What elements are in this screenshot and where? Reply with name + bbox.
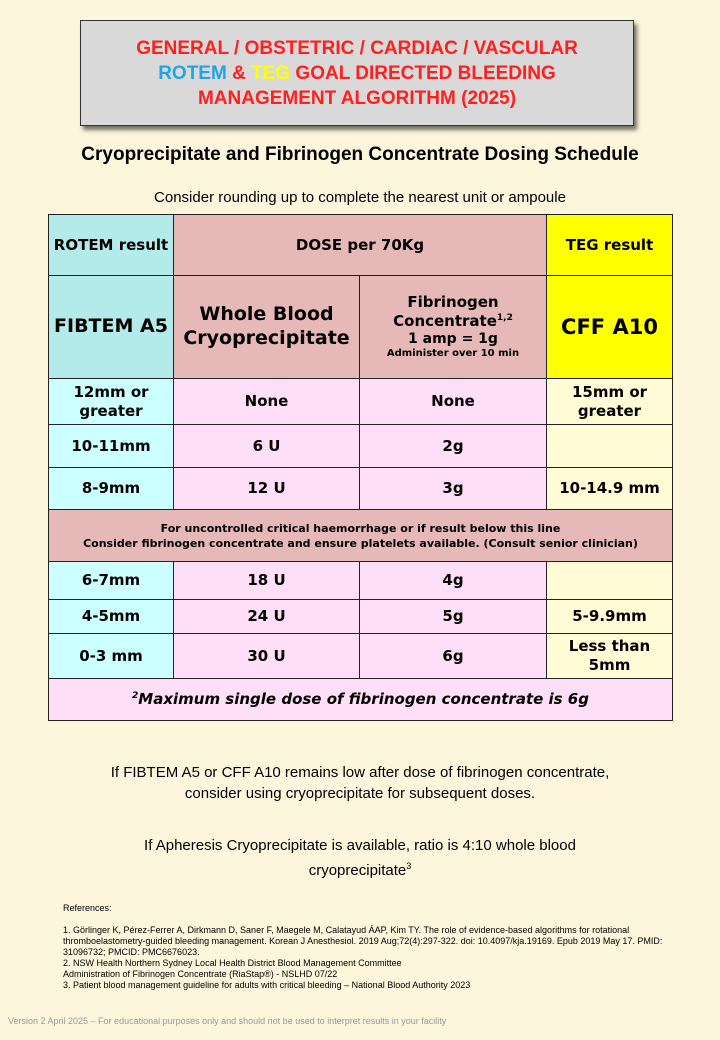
- warning-row: [49, 510, 673, 562]
- teg-cell: [547, 425, 673, 468]
- table-header-row: [49, 215, 673, 276]
- cryo-cell: 18 U: [174, 562, 360, 600]
- rotem-value-2: greater: [79, 401, 143, 420]
- rounding-note: Consider rounding up to complete the nearest unit or ampoule: [154, 189, 566, 206]
- header-rotem-result: ROTEM result: [49, 215, 174, 276]
- cryo-cell: 30 U: [174, 634, 360, 679]
- header-fibtem: FIBTEM A5: [49, 276, 174, 379]
- reference-2-line-2: Administration of Fibrinogen Concentrate (RiaStap®) - NSLHD 07/22: [63, 969, 338, 979]
- apheresis-line-1: If Apheresis Cryoprecipitate is available, ratio is 4:10 whole blood: [144, 837, 576, 854]
- title-line-2-rest: GOAL DIRECTED BLEEDING: [290, 62, 556, 84]
- rotem-cell: 0-3 mm: [49, 634, 174, 679]
- reference-3: 3. Patient blood management guideline for adults with critical bleeding – National Blood Authority 2023: [63, 980, 471, 990]
- fib-cell: 3g: [360, 468, 547, 510]
- table-subheader-row: [49, 276, 673, 379]
- apheresis-paragraph: [60, 835, 660, 881]
- cryo-cell: 6 U: [174, 425, 360, 468]
- table-row: [49, 379, 673, 425]
- rotem-value: 12mm or: [73, 382, 149, 401]
- fc-superscript: 1,2: [496, 313, 513, 323]
- teg-value: 15mm or: [571, 382, 648, 401]
- reference-1: 1. Görlinger K, Pérez-Ferrer A, Dirkmann D, Saner F, Maegele M, Calatayud ÁAP, Kim TY. The role of evidence-based algorithms for rotational thromboelastometry-guided bleeding management. Korean J Anesthesiol. 2019 Aug;72(4):297-322. doi: 10.4097/kja.19169. Epub 2019 May 17. PMID: 31096732; PMCID: PMC6676023.: [63, 925, 663, 957]
- apheresis-superscript: 3: [406, 861, 412, 871]
- teg-cell: [547, 379, 673, 425]
- cryo-cell: None: [174, 379, 360, 425]
- fib-cell: 4g: [360, 562, 547, 600]
- rotem-cell: 4-5mm: [49, 600, 174, 634]
- critical-warning: [49, 510, 673, 562]
- rotem-cell: [49, 468, 174, 510]
- rotem-cell: [49, 379, 174, 425]
- page-subtitle: Cryoprecipitate and Fibrinogen Concentrate Dosing Schedule: [81, 144, 639, 165]
- cryo-cell: 12 U: [174, 468, 360, 510]
- dosing-table: [48, 214, 673, 721]
- teg-value-2: 5mm: [588, 656, 631, 674]
- cryo-cell: 24 U: [174, 600, 360, 634]
- apheresis-line-2: [60, 856, 660, 881]
- table-row: [49, 634, 673, 679]
- fib-cell: 2g: [360, 425, 547, 468]
- warning-line-1: For uncontrolled critical haemorrhage or if result below this line: [160, 521, 561, 535]
- table-row: [49, 425, 673, 468]
- title-line-3: MANAGEMENT ALGORITHM (2025): [197, 87, 517, 109]
- fc-line-1: Fibrinogen: [407, 293, 499, 312]
- header-cff: CFF A10: [547, 276, 673, 379]
- max-dose-text: Maximum single dose of fibrinogen concentrate is 6g: [138, 690, 589, 709]
- fib-cell: 5g: [360, 600, 547, 634]
- title-rotem: ROTEM: [158, 62, 227, 84]
- title-box: [80, 20, 634, 126]
- fc-line-2-text: Concentrate: [393, 312, 497, 330]
- teg-value: Less than: [568, 637, 651, 656]
- teg-cell: 10-14.9 mm: [547, 468, 673, 510]
- teg-cell: [547, 562, 673, 600]
- teg-cell: [547, 634, 673, 679]
- title-line-2: [158, 61, 556, 86]
- references-heading: References:: [63, 903, 112, 913]
- table-row: [49, 468, 673, 510]
- fib-cell: None: [360, 379, 547, 425]
- wbc-line-1: Whole Blood: [199, 303, 334, 326]
- title-line-1: GENERAL / OBSTETRIC / CARDIAC / VASCULAR: [136, 37, 578, 59]
- title-teg: TEG: [251, 62, 291, 84]
- rotem-cell: 6-7mm: [49, 562, 174, 600]
- table-row: [49, 562, 673, 600]
- fc-line-4: Administer over 10 min: [386, 348, 520, 360]
- wbc-line-2: Cryoprecipitate: [183, 327, 350, 349]
- title-amp: &: [226, 62, 252, 84]
- fc-line-2: [360, 312, 546, 331]
- followup-paragraph: [60, 762, 660, 804]
- header-teg-result: TEG result: [547, 215, 673, 276]
- references: [63, 903, 663, 991]
- followup-line-2: consider using cryoprecipitate for subsequent doses.: [184, 785, 536, 802]
- version-footer: Version 2 April 2025 – For educational purposes only and should not be used to interpret results in your facility: [8, 1016, 447, 1026]
- max-dose-row: [49, 679, 673, 721]
- rotem-value: 10-11mm: [71, 436, 151, 455]
- fc-line-3: 1 amp = 1g: [408, 330, 498, 347]
- header-dose: DOSE per 70Kg: [174, 215, 547, 276]
- table-row: [49, 600, 673, 634]
- warning-line-2: Consider fibrinogen concentrate and ensure platelets available. (Consult senior clinician): [83, 536, 638, 550]
- header-fibrinogen-concentrate: [360, 276, 547, 379]
- rotem-cell: [49, 425, 174, 468]
- reference-2-line-1: 2. NSW Health Northern Sydney Local Health District Blood Management Committee: [63, 958, 402, 968]
- max-dose-superscript: 2: [132, 691, 139, 702]
- max-dose-note: [49, 679, 673, 721]
- apheresis-line-2-text: cryoprecipitate: [308, 862, 407, 879]
- teg-value-2: greater: [577, 401, 642, 420]
- fib-cell: 6g: [360, 634, 547, 679]
- teg-cell: 5-9.9mm: [547, 600, 673, 634]
- rotem-value: 8-9mm: [81, 479, 141, 498]
- header-whole-blood-cryo: [174, 276, 360, 379]
- followup-line-1: If FIBTEM A5 or CFF A10 remains low after dose of fibrinogen concentrate,: [110, 764, 610, 781]
